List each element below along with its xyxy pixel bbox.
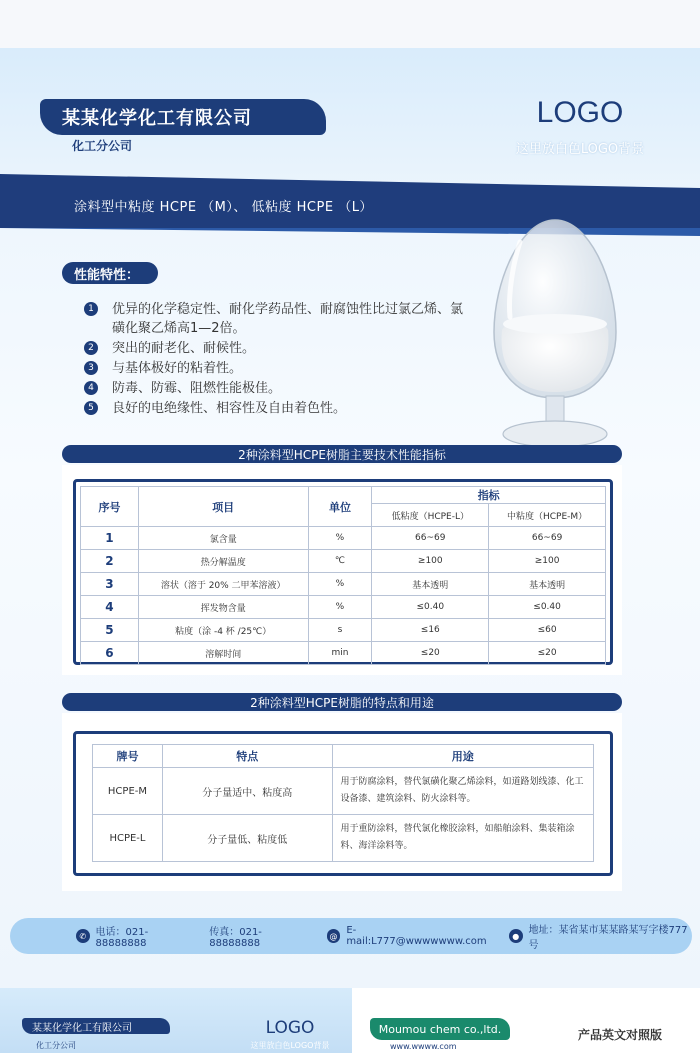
cell-low: ≤20 [372, 642, 489, 665]
cell-mid: ≥100 [489, 550, 606, 573]
col-header-unit: 单位 [308, 487, 372, 527]
bullet-number: 1 [84, 302, 98, 316]
strip-website: www.wwww.com [390, 1042, 457, 1051]
spec-table [80, 486, 606, 665]
list-item-text: 良好的电绝缘性、相容性及自由着色性。 [112, 401, 347, 416]
logo-note: 这里放白色LOGO背景 [515, 142, 645, 157]
list-item [84, 399, 464, 418]
company-name-banner: 某某化学化工有限公司 [40, 99, 326, 135]
cell-item: 粘度（涂 -4 杯 /25℃） [138, 619, 308, 642]
cell-mid: ≤0.40 [489, 596, 606, 619]
contact-bar [10, 918, 692, 954]
table-row [93, 768, 594, 815]
cell-item: 溶解时间 [138, 642, 308, 665]
strip-english-version-title: 产品英文对照版 [578, 1028, 663, 1042]
table-row [81, 573, 606, 596]
cell-no: 6 [81, 642, 139, 665]
cell-unit: s [308, 619, 372, 642]
bullet-number: 3 [84, 361, 98, 375]
cell-mid: 66~69 [489, 527, 606, 550]
list-item-text: 与基体极好的粘着性。 [112, 361, 243, 376]
table-row [81, 619, 606, 642]
table-row [81, 527, 606, 550]
location-pin-icon: ● [509, 929, 523, 943]
cell-item: 热分解温度 [138, 550, 308, 573]
cell-unit: % [308, 596, 372, 619]
list-item [84, 359, 464, 378]
cell-use: 用于重防涂料，替代氯化橡胶涂料，如船舶涂料、集装箱涂料、海洋涂料等。 [332, 815, 593, 862]
cell-unit: min [308, 642, 372, 665]
product-title: 涂料型中粘度 HCPE （M）、 低粘度 HCPE （L） [74, 200, 373, 215]
use-table [92, 744, 594, 862]
col-header-mid: 中粘度（HCPE-M） [489, 504, 606, 527]
list-item [84, 379, 464, 398]
strip-english-name: Moumou chem co.,ltd. [370, 1018, 510, 1040]
cell-feature: 分子量低、粘度低 [162, 815, 332, 862]
cell-no: 3 [81, 573, 139, 596]
sample-bottle-image [480, 212, 630, 457]
phone-icon: ✆ [76, 929, 90, 943]
bullet-number: 4 [84, 381, 98, 395]
cell-item: 溶状（溶于 20% 二甲苯溶液） [138, 573, 308, 596]
fax-text: 传真：021-88888888 [209, 927, 262, 949]
cell-low: 66~69 [372, 527, 489, 550]
col-header-low: 低粘度（HCPE-L） [372, 504, 489, 527]
cell-no: 4 [81, 596, 139, 619]
cell-item: 挥发物含量 [138, 596, 308, 619]
phone-text: 电话：021-88888888 [95, 927, 149, 949]
cell-mid: ≤20 [489, 642, 606, 665]
strip-company-name: 某某化学化工有限公司 [22, 1018, 170, 1034]
spec-table-heading: 2种涂料型HCPE树脂主要技术性能指标 [62, 445, 622, 463]
list-item-text: 优异的化学稳定性、耐化学药品性、耐腐蚀性比过氯乙烯、氯磺化聚乙烯高1—2倍。 [112, 302, 464, 336]
cell-mid: ≤60 [489, 619, 606, 642]
strip-logo: LOGO [265, 1018, 315, 1038]
list-item-text: 突出的耐老化、耐候性。 [112, 341, 256, 356]
performance-list [84, 300, 464, 419]
col-header-no: 序号 [81, 487, 139, 527]
branch-name: 化工分公司 [72, 139, 133, 153]
use-table-frame [73, 731, 613, 876]
cell-item: 氯含量 [138, 527, 308, 550]
cell-unit: % [308, 527, 372, 550]
bullet-number: 5 [84, 401, 98, 415]
email-icon: @ [327, 929, 341, 943]
cell-no: 2 [81, 550, 139, 573]
cell-unit: ℃ [308, 550, 372, 573]
col-header-use: 用途 [332, 745, 593, 768]
cell-low: ≤0.40 [372, 596, 489, 619]
cell-use: 用于防腐涂料，替代氯磺化聚乙烯涂料，如道路划线漆、化工设备漆、建筑涂料、防火涂料等。 [332, 768, 593, 815]
cell-brand: HCPE-L [93, 815, 163, 862]
strip-logo-note: 这里放白色LOGO背景 [250, 1041, 330, 1050]
address-text: 地址：某省某市某某路某写字楼777号 [528, 925, 688, 951]
cell-mid: 基本透明 [489, 573, 606, 596]
list-item [84, 300, 464, 338]
list-item [84, 339, 464, 358]
cell-unit: % [308, 573, 372, 596]
brochure-page [0, 48, 700, 988]
col-header-index: 指标 [372, 487, 606, 504]
table-row [81, 550, 606, 573]
strip-branch-name: 化工分公司 [36, 1041, 76, 1050]
table-row [81, 642, 606, 665]
performance-heading: 性能特性： [62, 262, 158, 284]
col-header-brand: 牌号 [93, 745, 163, 768]
list-item-text: 防毒、防霉、阻燃性能极佳。 [112, 381, 282, 396]
cell-brand: HCPE-M [93, 768, 163, 815]
col-header-feature: 特点 [162, 745, 332, 768]
cell-low: ≥100 [372, 550, 489, 573]
use-table-heading: 2种涂料型HCPE树脂的特点和用途 [62, 693, 622, 711]
cell-no: 5 [81, 619, 139, 642]
cell-low: 基本透明 [372, 573, 489, 596]
bullet-number: 2 [84, 341, 98, 355]
bottom-preview-strip [0, 988, 700, 1053]
table-row [81, 596, 606, 619]
spec-table-frame [73, 479, 613, 665]
col-header-item: 项目 [138, 487, 308, 527]
email-text: E-mail:L777@wwwwwww.com [346, 925, 487, 947]
top-margin [0, 0, 700, 48]
cell-feature: 分子量适中、粘度高 [162, 768, 332, 815]
strip-left-panel [0, 988, 352, 1053]
logo-placeholder: LOGO [536, 96, 624, 129]
cell-low: ≤16 [372, 619, 489, 642]
table-row [93, 815, 594, 862]
cell-no: 1 [81, 527, 139, 550]
